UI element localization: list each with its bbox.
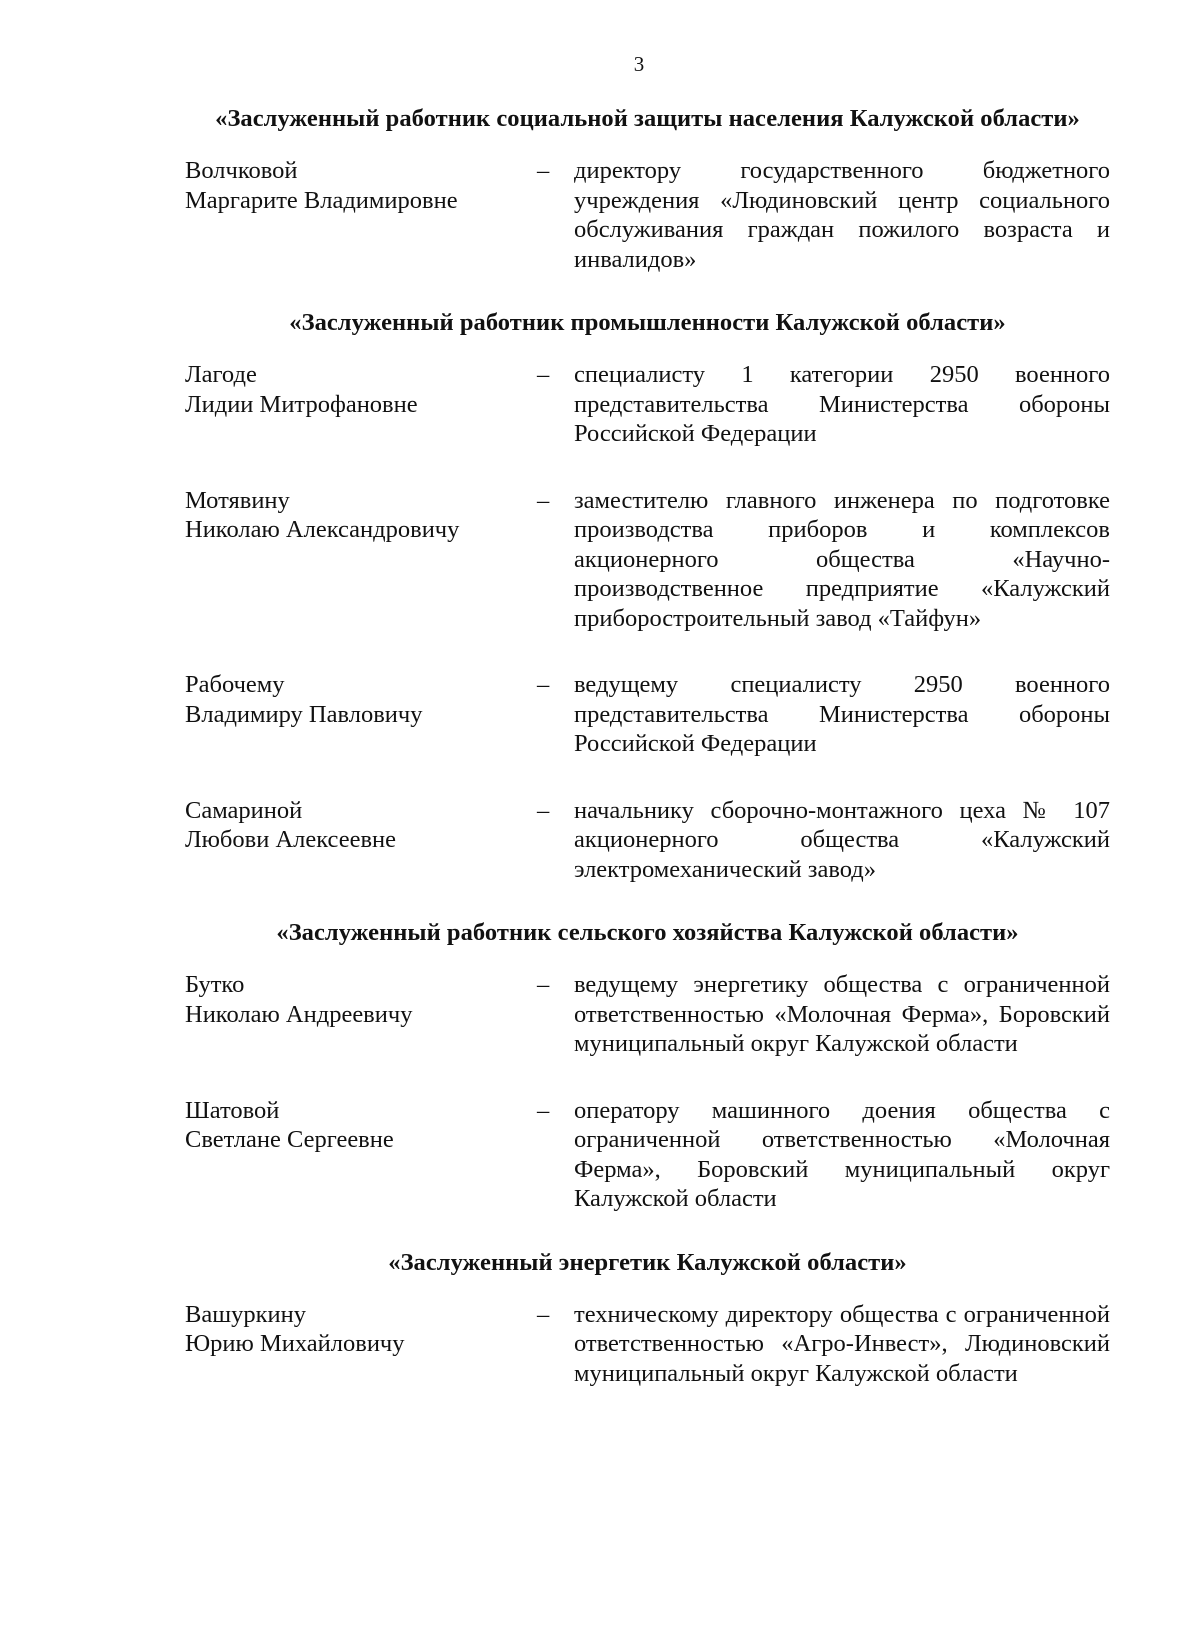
- separator-dash: –: [537, 361, 550, 388]
- award-entry: [185, 156, 1110, 274]
- recipient-given-names: Маргарите Владимировне: [185, 186, 458, 214]
- document-body: [185, 104, 1110, 1388]
- award-entry: [185, 670, 1110, 759]
- recipient-name: [185, 970, 537, 1029]
- separator-dash: –: [537, 671, 550, 698]
- separator-dash: –: [537, 1300, 550, 1328]
- recipient-name: [185, 360, 537, 419]
- section-heading: «Заслуженный работник сельского хозяйства Калужской области»: [276, 919, 1019, 946]
- recipient-given-names: Юрию Михайловичу: [185, 1330, 405, 1357]
- award-entry: [185, 486, 1110, 634]
- section-heading: «Заслуженный работник социальной защиты населения Калужской области»: [215, 105, 1080, 132]
- recipient-position: оператору машинного доения общества с ограниченной ответственностью «Молочная Ферма», Боровский муниципальный округ Калужской области: [574, 1096, 1110, 1212]
- recipient-position: директору государственного бюджетного учреждения «Людиновский центр социального обслуживания граждан пожилого возраста и инвалидов»: [574, 157, 1110, 273]
- recipient-surname: Шатовой: [185, 1096, 280, 1124]
- recipient-given-names: Лидии Митрофановне: [185, 390, 418, 418]
- separator-dash: –: [537, 796, 550, 824]
- recipient-surname: Волчковой: [185, 157, 298, 184]
- recipient-surname: Лагоде: [185, 361, 257, 388]
- award-entry: [185, 1096, 1110, 1214]
- separator-dash: –: [537, 1096, 550, 1124]
- section-heading: «Заслуженный энергетик Калужской области»: [388, 1248, 907, 1276]
- recipient-surname: Вашуркину: [185, 1300, 306, 1328]
- recipient-position: начальнику сборочно-монтажного цеха № 107 акционерного общества «Калужский электромеханический завод»: [574, 796, 1110, 883]
- recipient-name: [185, 796, 537, 855]
- recipient-given-names: Николаю Андреевичу: [185, 1000, 413, 1028]
- separator-dash: –: [537, 157, 550, 184]
- recipient-surname: Рабочему: [185, 671, 285, 698]
- recipient-position: ведущему специалисту 2950 военного представительства Министерства обороны Российской Федерации: [574, 671, 1110, 757]
- award-section-social-protection: [185, 104, 1110, 274]
- recipient-given-names: Николаю Александровичу: [185, 516, 460, 543]
- page-number: 3: [633, 52, 645, 76]
- recipient-name: [185, 1300, 537, 1359]
- recipient-surname: Мотявину: [185, 486, 290, 514]
- award-entry: [185, 970, 1110, 1059]
- recipient-position: ведущему энергетику общества с ограниченной ответственностью «Молочная Ферма», Боровский муниципальный округ Калужской области: [574, 971, 1110, 1057]
- recipient-position: специалисту 1 категории 2950 военного представительства Министерства обороны Российской Федерации: [574, 361, 1110, 447]
- recipient-name: [185, 670, 537, 729]
- award-entry: [185, 796, 1110, 885]
- recipient-given-names: Светлане Сергеевне: [185, 1126, 394, 1153]
- recipient-position: техническому директору общества с ограниченной ответственностью «Агро-Инвест», Людиновский муниципальный округ Калужской области: [574, 1300, 1110, 1387]
- separator-dash: –: [537, 971, 550, 998]
- recipient-surname: Бутко: [185, 971, 245, 998]
- award-entry: [185, 1300, 1110, 1389]
- award-section-energy: [185, 1248, 1110, 1389]
- separator-dash: –: [537, 486, 550, 514]
- recipient-given-names: Владимиру Павловичу: [185, 700, 423, 728]
- recipient-name: [185, 1096, 537, 1155]
- recipient-name: [185, 486, 537, 545]
- section-heading: «Заслуженный работник промышленности Калужской области»: [289, 309, 1006, 336]
- award-section-industry: [185, 308, 1110, 884]
- recipient-given-names: Любови Алексеевне: [185, 826, 397, 853]
- recipient-surname: Самариной: [185, 796, 303, 824]
- award-entry: [185, 360, 1110, 449]
- recipient-position: заместителю главного инженера по подготовке производства приборов и комплексов акционерного общества «Научно-производственное предприятие «Калужский приборостроительный завод «Тайфун»: [574, 486, 1110, 632]
- award-section-agriculture: [185, 918, 1110, 1214]
- recipient-name: [185, 156, 537, 215]
